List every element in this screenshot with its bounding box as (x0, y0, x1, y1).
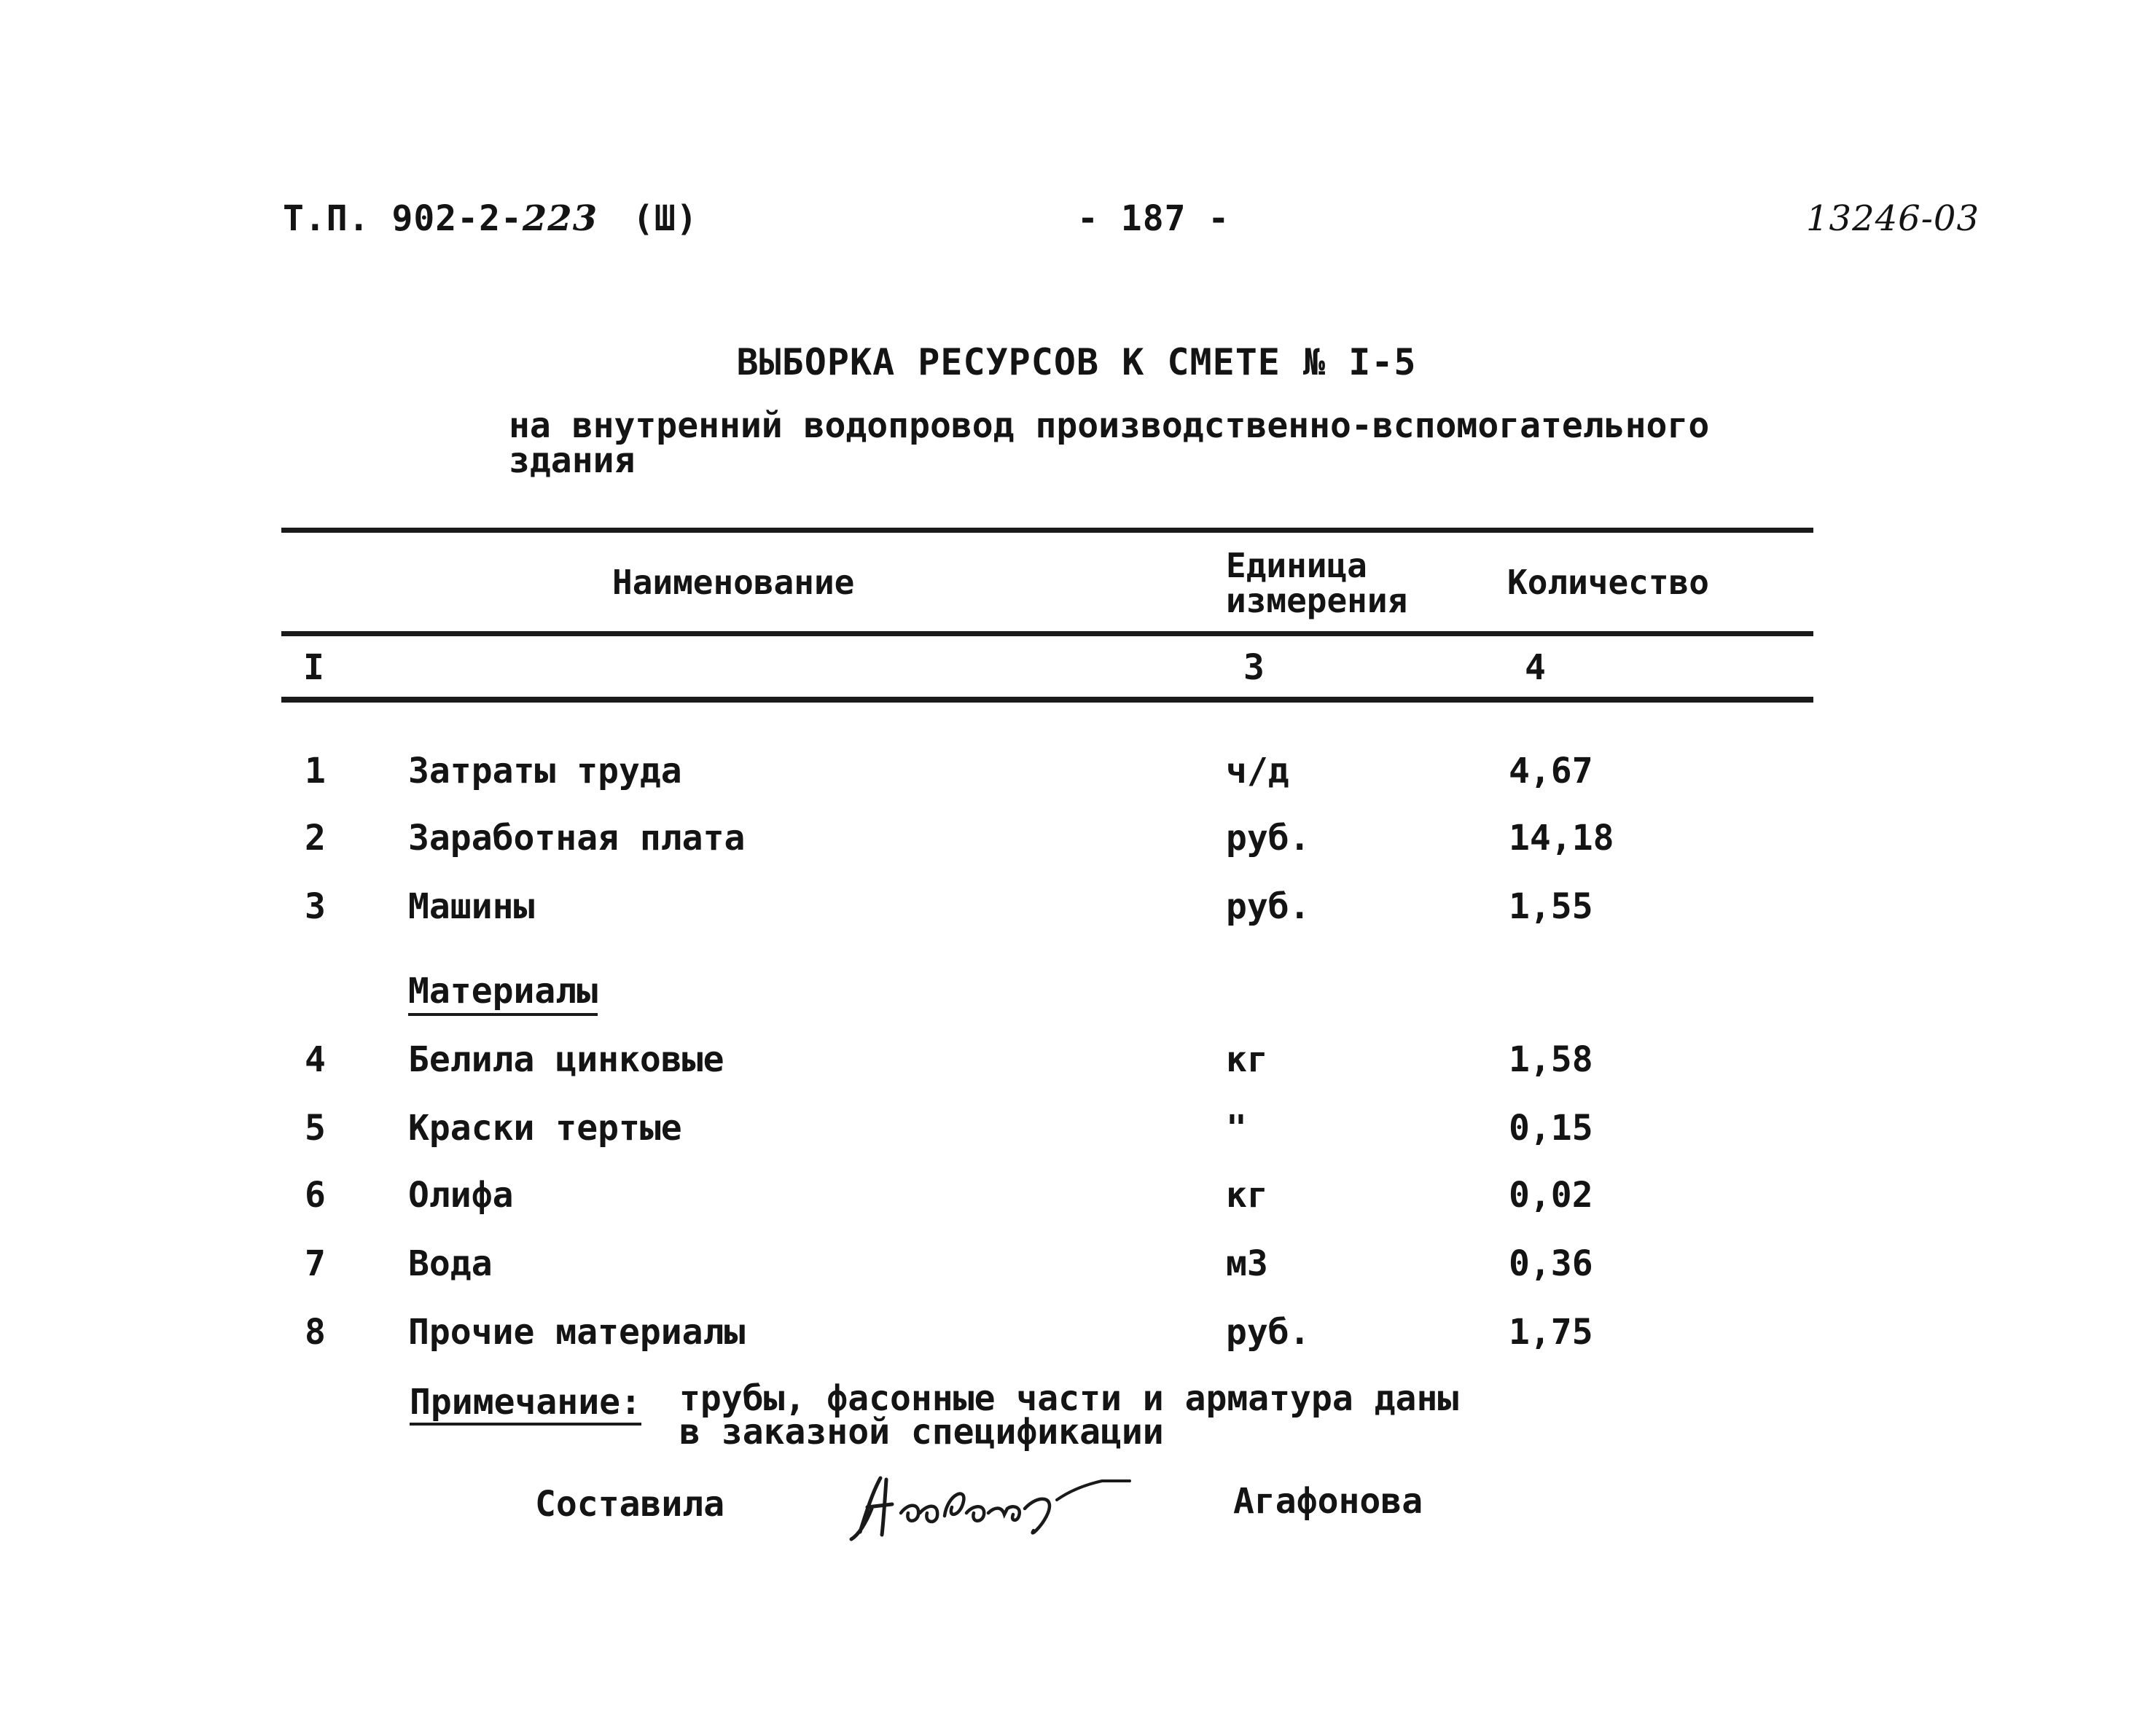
note-text: трубы, фасонные части и арматура даны в заказной спецификации (679, 1378, 1459, 1452)
table-rule-column-numbers (281, 697, 1813, 703)
table-rule-top (281, 528, 1813, 533)
row-quantity: 1,75 (1509, 1312, 1593, 1353)
table-row (0, 1175, 2153, 1219)
signer-name: Агафонова (1233, 1481, 1423, 1522)
row-name: Белила цинковые (408, 1039, 724, 1080)
row-name: Машины (408, 886, 535, 927)
row-quantity: 1,58 (1509, 1039, 1593, 1080)
row-number: 2 (305, 818, 326, 859)
row-name: Краски тертые (408, 1108, 682, 1149)
row-number: 4 (305, 1039, 326, 1080)
row-name: Вода (408, 1243, 493, 1284)
row-number: 5 (305, 1108, 326, 1149)
table-row (0, 1312, 2153, 1356)
page-number: - 187 - (1077, 198, 1230, 239)
column-header-name: Наименование (612, 563, 855, 602)
row-name: Олифа (408, 1175, 514, 1216)
section-label-materials: Материалы (408, 971, 598, 1016)
row-name: Прочие материалы (408, 1312, 746, 1353)
row-unit: м3 (1226, 1243, 1268, 1284)
row-quantity: 0,36 (1509, 1243, 1593, 1284)
row-number: 3 (305, 886, 326, 927)
row-number: 6 (305, 1175, 326, 1216)
document-code-prefix: Т.П. 902-2- (283, 198, 523, 239)
row-quantity: 4,67 (1509, 751, 1593, 791)
table-row (0, 1108, 2153, 1152)
note-label (410, 1382, 641, 1423)
document-code (283, 198, 598, 239)
column-header-unit: Единица измерения (1226, 546, 1408, 620)
row-unit: " (1226, 1108, 1247, 1149)
table-row (0, 886, 2153, 930)
document-code-suffix: 223 (522, 198, 598, 239)
column-number-unit: 3 (1243, 647, 1265, 688)
column-header-quantity: Количество (1507, 563, 1709, 602)
table-row (0, 1243, 2153, 1287)
row-quantity: 1,55 (1509, 886, 1593, 927)
document-title: ВЫБОРКА РЕСУРСОВ К СМЕТЕ № I-5 (736, 341, 1417, 383)
document-subtitle: на внутренний водопровод производственно-вспомогательного здания (509, 405, 1710, 481)
archive-number: 13246-03 (1806, 198, 1980, 239)
row-unit: кг (1226, 1039, 1268, 1080)
row-unit: руб. (1226, 886, 1310, 927)
row-number: 1 (305, 751, 326, 791)
row-number: 7 (305, 1243, 326, 1284)
row-unit: руб. (1226, 818, 1310, 859)
table-row (0, 1039, 2153, 1083)
table-row (0, 818, 2153, 861)
row-quantity: 0,02 (1509, 1175, 1593, 1216)
row-unit: ч/д (1226, 751, 1289, 791)
row-unit: кг (1226, 1175, 1268, 1216)
row-quantity: 0,15 (1509, 1108, 1593, 1149)
row-name: Затраты труда (408, 751, 682, 791)
table-rule-header (281, 631, 1813, 636)
table-row (0, 751, 2153, 794)
signer-label: Составила (535, 1484, 725, 1525)
column-number-quantity: 4 (1525, 647, 1546, 688)
column-number-first: I (303, 647, 324, 688)
handwritten-signature (838, 1465, 1144, 1545)
row-number: 8 (305, 1312, 326, 1353)
row-name: Заработная плата (408, 818, 746, 859)
row-quantity: 14,18 (1509, 818, 1614, 859)
note-label-text: Примечание: (410, 1382, 641, 1426)
document-volume: (Ш) (633, 198, 698, 239)
row-unit: руб. (1226, 1312, 1310, 1353)
